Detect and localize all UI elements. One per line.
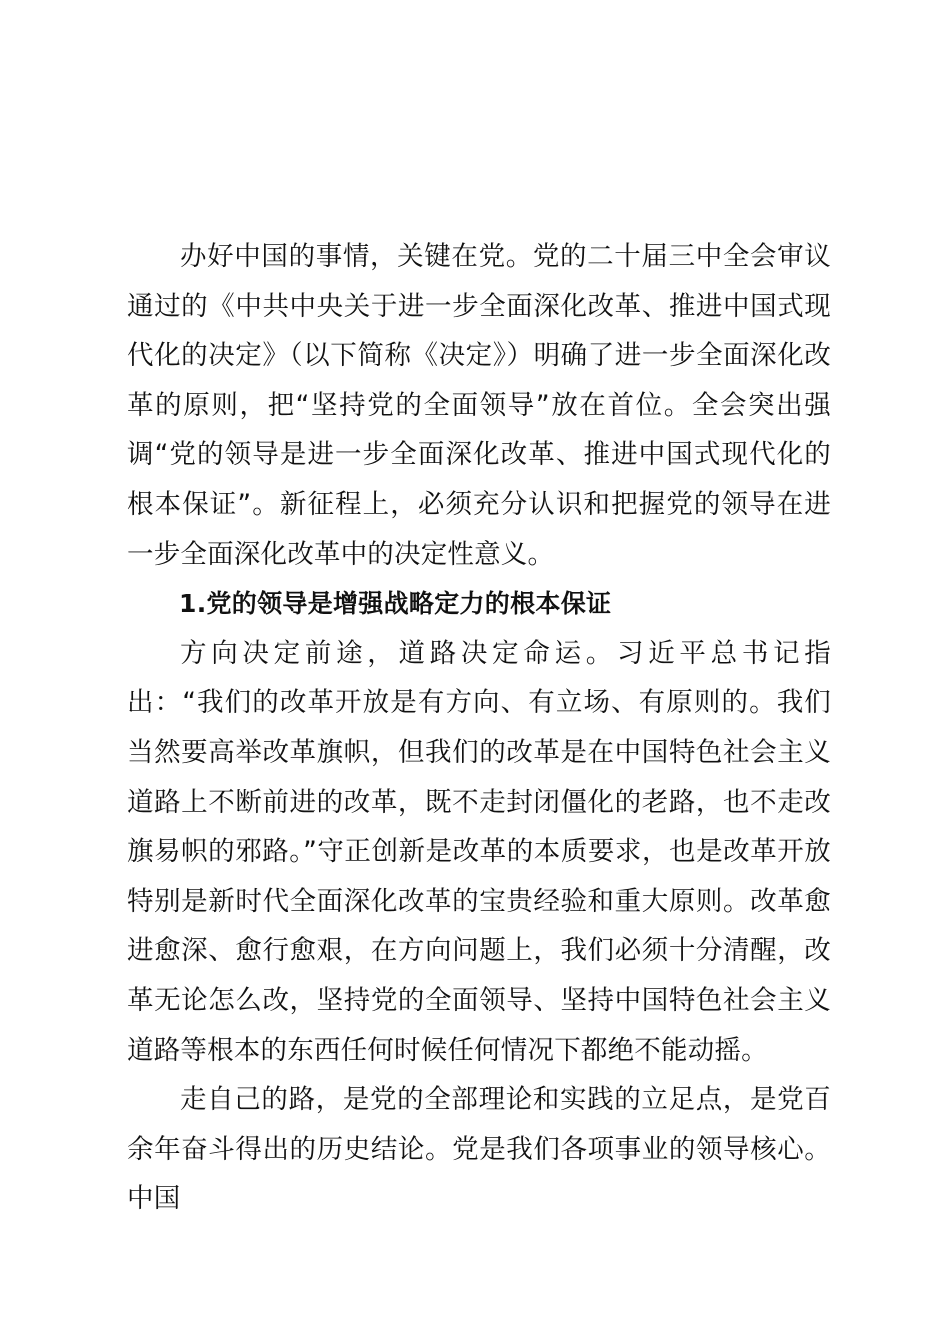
section-heading: 1.党的领导是增强战略定力的根本保证 — [179, 589, 612, 619]
body-paragraph: 方向决定前途，道路决定命运。习近平总书记指出：“我们的改革开放是有方向、有立场、有原则的。我们当然要高举改革旗帜，但我们的改革是在中国特色社会主义道路上不断前进的改革，既不走封闭僵化的老路，也不走改旗易帜的邪路。”守正创新是改革的本质要求，也是改革开放特别是新时代全面深化改革的宝贵经验和重大原则。改革愈进愈深、愈行愈艰，在方向问题上，我们必须十分清醒，改革无论怎么改，坚持党的全面领导、坚持中国特色社会主义道路等根本的东西任何时候任何情况下都绝不能动摇。 — [127, 637, 831, 1066]
body-paragraph: 走自己的路，是党的全部理论和实践的立足点，是党百余年奋斗得出的历史结论。党是我们各项事业的领导核心。中国 — [127, 1084, 831, 1215]
intro-paragraph: 办好中国的事情，关键在党。党的二十届三中全会审议通过的《中共中央关于进一步全面深化改革、推进中国式现代化的决定》（以下简称《决定》）明确了进一步全面深化改革的原则，把“坚持党的全面领导”放在首位。全会突出强调“党的领导是进一步全面深化改革、推进中国式现代化的根本保证”。新征程上，必须充分认识和把握党的领导在进一步全面深化改革中的决定性意义。 — [127, 241, 831, 570]
document-page — [127, 232, 831, 1224]
